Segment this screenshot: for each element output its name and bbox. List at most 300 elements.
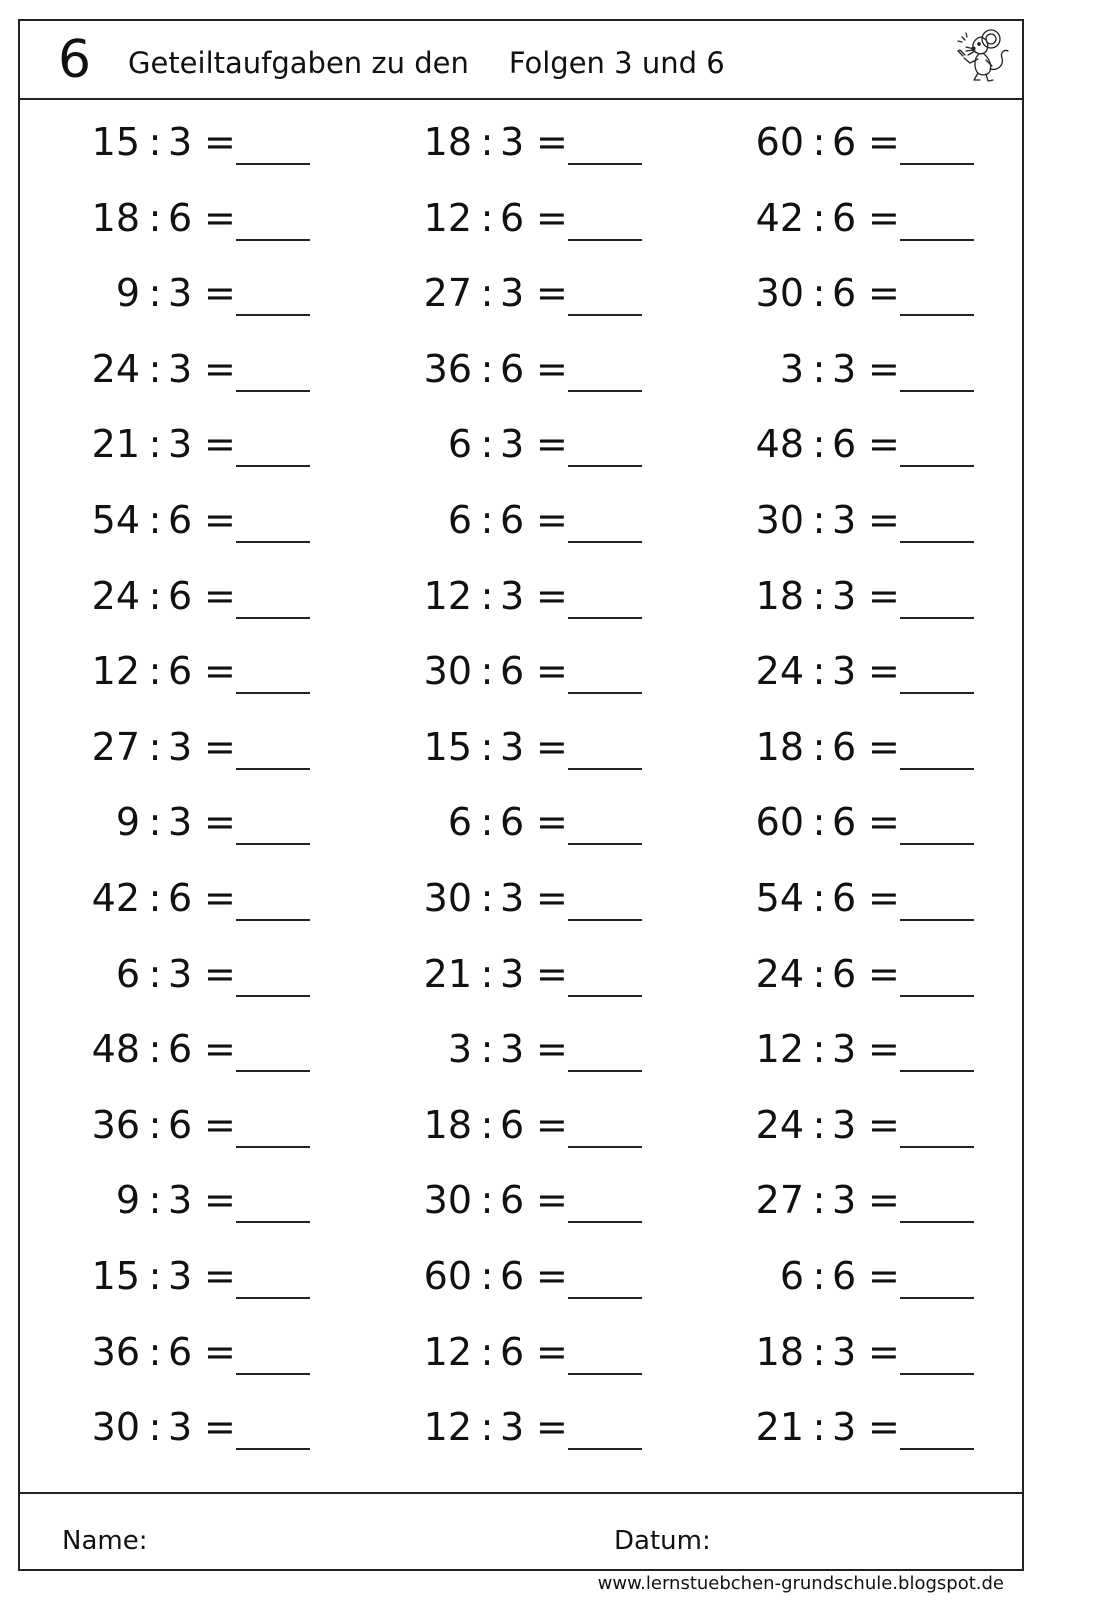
task-row xyxy=(20,1238,1022,1315)
divisor: 3 xyxy=(168,1178,193,1223)
divisor: 6 xyxy=(500,800,525,845)
dividend: 36 xyxy=(423,346,472,391)
equals-sign: = xyxy=(536,271,568,316)
division-sign: : xyxy=(812,800,826,845)
divisor: 3 xyxy=(832,649,857,694)
answer-blank[interactable] xyxy=(900,1221,974,1223)
equals-sign: = xyxy=(204,724,236,769)
dividend: 36 xyxy=(91,1329,140,1374)
dividend: 3 xyxy=(447,1027,472,1072)
answer-blank[interactable] xyxy=(236,919,310,921)
answer-blank[interactable] xyxy=(236,843,310,845)
dividend: 54 xyxy=(755,876,804,920)
answer-blank[interactable] xyxy=(900,239,974,241)
equals-sign: = xyxy=(868,1329,900,1374)
dividend: 30 xyxy=(423,649,472,694)
division-sign: : xyxy=(812,422,826,467)
dividend: 18 xyxy=(423,1102,472,1147)
answer-blank[interactable] xyxy=(236,768,310,770)
divisor: 3 xyxy=(168,422,193,467)
equals-sign: = xyxy=(868,573,900,618)
divisor: 6 xyxy=(168,498,193,542)
divisor: 6 xyxy=(832,120,857,164)
division-sign: : xyxy=(148,876,162,920)
answer-blank[interactable] xyxy=(900,1070,974,1072)
mouse-drawing-icon xyxy=(946,25,1012,89)
dividend: 3 xyxy=(779,346,804,391)
equals-sign: = xyxy=(204,951,236,996)
task-row xyxy=(20,180,1022,257)
task-row xyxy=(20,1389,1022,1466)
answer-blank[interactable] xyxy=(900,843,974,845)
dividend: 60 xyxy=(755,120,804,164)
divisor: 3 xyxy=(500,120,525,164)
division-sign: : xyxy=(480,195,494,240)
divisor: 3 xyxy=(168,724,193,769)
equals-sign: = xyxy=(868,422,900,467)
answer-blank[interactable] xyxy=(568,541,642,543)
dividend: 12 xyxy=(423,573,472,618)
division-sign: : xyxy=(480,271,494,316)
division-sign: : xyxy=(812,1254,826,1298)
answer-blank[interactable] xyxy=(236,390,310,392)
task-row xyxy=(20,1314,1022,1391)
answer-blank[interactable] xyxy=(900,692,974,694)
answer-blank[interactable] xyxy=(568,390,642,392)
division-sign: : xyxy=(480,800,494,845)
divisor: 3 xyxy=(832,1329,857,1374)
dividend: 48 xyxy=(755,422,804,467)
division-sign: : xyxy=(148,271,162,316)
dividend: 36 xyxy=(91,1102,140,1147)
equals-sign: = xyxy=(536,1329,568,1374)
answer-blank[interactable] xyxy=(900,768,974,770)
dividend: 24 xyxy=(755,951,804,996)
equals-sign: = xyxy=(204,1405,236,1450)
divisor: 3 xyxy=(832,1027,857,1072)
answer-blank[interactable] xyxy=(568,163,642,165)
answer-blank[interactable] xyxy=(236,1070,310,1072)
dividend: 24 xyxy=(755,1102,804,1147)
answer-blank[interactable] xyxy=(568,1070,642,1072)
equals-sign: = xyxy=(868,649,900,694)
division-sign: : xyxy=(148,422,162,467)
dividend: 18 xyxy=(755,724,804,769)
answer-blank[interactable] xyxy=(900,1373,974,1375)
equals-sign: = xyxy=(868,195,900,240)
dividend: 27 xyxy=(755,1178,804,1223)
divisor: 3 xyxy=(832,1405,857,1450)
answer-blank[interactable] xyxy=(568,919,642,921)
equals-sign: = xyxy=(204,422,236,467)
divisor: 6 xyxy=(168,195,193,240)
equals-sign: = xyxy=(868,1027,900,1072)
division-sign: : xyxy=(148,800,162,845)
task-row xyxy=(20,104,1022,181)
division-sign: : xyxy=(812,1405,826,1450)
equals-sign: = xyxy=(204,876,236,920)
answer-blank[interactable] xyxy=(568,1373,642,1375)
equals-sign: = xyxy=(536,1178,568,1223)
divisor: 6 xyxy=(832,724,857,769)
title-text-part2: Folgen 3 und 6 xyxy=(508,46,725,80)
answer-blank[interactable] xyxy=(236,995,310,997)
divisor: 6 xyxy=(832,1254,857,1298)
division-sign: : xyxy=(480,1405,494,1450)
task-row xyxy=(20,1087,1022,1164)
division-sign: : xyxy=(812,1178,826,1223)
task-row xyxy=(20,936,1022,1013)
divisor: 6 xyxy=(168,876,193,920)
equals-sign: = xyxy=(204,346,236,391)
division-sign: : xyxy=(812,1102,826,1147)
equals-sign: = xyxy=(536,724,568,769)
division-sign: : xyxy=(148,649,162,694)
answer-blank[interactable] xyxy=(568,314,642,316)
division-sign: : xyxy=(148,1329,162,1374)
divisor: 3 xyxy=(500,1027,525,1072)
divisor: 3 xyxy=(500,876,525,920)
equals-sign: = xyxy=(868,800,900,845)
divisor: 3 xyxy=(832,573,857,618)
divisor: 6 xyxy=(500,1178,525,1223)
dividend: 15 xyxy=(91,120,140,164)
division-sign: : xyxy=(812,271,826,316)
equals-sign: = xyxy=(868,120,900,164)
answer-blank[interactable] xyxy=(568,465,642,467)
dividend: 54 xyxy=(91,498,140,542)
dividend: 21 xyxy=(423,951,472,996)
dividend: 27 xyxy=(423,271,472,316)
division-sign: : xyxy=(480,120,494,164)
division-sign: : xyxy=(148,1102,162,1147)
division-sign: : xyxy=(148,120,162,164)
answer-blank[interactable] xyxy=(900,617,974,619)
answer-blank[interactable] xyxy=(568,1448,642,1450)
dividend: 12 xyxy=(91,649,140,694)
answer-blank[interactable] xyxy=(900,1146,974,1148)
dividend: 6 xyxy=(447,422,472,467)
divisor: 3 xyxy=(168,951,193,996)
divisor: 6 xyxy=(500,649,525,694)
dividend: 12 xyxy=(423,1405,472,1450)
answer-blank[interactable] xyxy=(900,163,974,165)
dividend: 27 xyxy=(91,724,140,769)
answer-blank[interactable] xyxy=(236,541,310,543)
dividend: 60 xyxy=(755,800,804,845)
division-sign: : xyxy=(480,951,494,996)
dividend: 60 xyxy=(423,1254,472,1298)
dividend: 6 xyxy=(779,1254,804,1298)
answer-blank[interactable] xyxy=(236,1297,310,1299)
equals-sign: = xyxy=(536,498,568,542)
answer-blank[interactable] xyxy=(568,239,642,241)
division-sign: : xyxy=(480,1329,494,1374)
task-row xyxy=(20,784,1022,861)
equals-sign: = xyxy=(536,573,568,618)
dividend: 30 xyxy=(755,498,804,542)
answer-blank[interactable] xyxy=(900,465,974,467)
dividend: 6 xyxy=(115,951,140,996)
task-row xyxy=(20,331,1022,408)
division-sign: : xyxy=(148,498,162,542)
divisor: 3 xyxy=(832,1178,857,1223)
dividend: 6 xyxy=(447,498,472,542)
answer-blank[interactable] xyxy=(900,314,974,316)
divisor: 6 xyxy=(832,876,857,920)
task-row xyxy=(20,406,1022,483)
source-url: www.lernstuebchen-grundschule.blogspot.de xyxy=(597,1573,1004,1594)
dividend: 9 xyxy=(115,271,140,316)
divisor: 6 xyxy=(168,1027,193,1072)
divisor: 3 xyxy=(168,1405,193,1450)
answer-blank[interactable] xyxy=(568,1146,642,1148)
task-row xyxy=(20,1162,1022,1239)
divisor: 3 xyxy=(168,800,193,845)
answer-blank[interactable] xyxy=(900,541,974,543)
division-sign: : xyxy=(148,1254,162,1298)
divisor: 6 xyxy=(832,195,857,240)
dividend: 6 xyxy=(447,800,472,845)
division-sign: : xyxy=(480,1102,494,1147)
equals-sign: = xyxy=(536,346,568,391)
answer-blank[interactable] xyxy=(900,995,974,997)
answer-blank[interactable] xyxy=(568,617,642,619)
equals-sign: = xyxy=(536,951,568,996)
divisor: 3 xyxy=(500,573,525,618)
dividend: 24 xyxy=(91,346,140,391)
worksheet-footer xyxy=(20,1492,1022,1569)
divisor: 3 xyxy=(500,271,525,316)
dividend: 18 xyxy=(755,1329,804,1374)
answer-blank[interactable] xyxy=(236,1221,310,1223)
equals-sign: = xyxy=(204,498,236,542)
worksheet-number: 6 xyxy=(58,30,92,90)
equals-sign: = xyxy=(868,876,900,920)
task-row xyxy=(20,709,1022,786)
divisor: 6 xyxy=(500,1329,525,1374)
division-sign: : xyxy=(812,120,826,164)
dividend: 48 xyxy=(91,1027,140,1072)
division-sign: : xyxy=(812,876,826,920)
equals-sign: = xyxy=(204,1027,236,1072)
division-sign: : xyxy=(480,1178,494,1223)
divisor: 3 xyxy=(832,346,857,391)
division-sign: : xyxy=(148,573,162,618)
equals-sign: = xyxy=(868,498,900,542)
dividend: 18 xyxy=(755,573,804,618)
division-sign: : xyxy=(480,649,494,694)
name-label: Name: xyxy=(62,1526,148,1556)
division-sign: : xyxy=(812,1027,826,1072)
task-row xyxy=(20,1011,1022,1088)
divisor: 6 xyxy=(168,1102,193,1147)
division-sign: : xyxy=(812,649,826,694)
divisor: 3 xyxy=(832,498,857,542)
equals-sign: = xyxy=(204,271,236,316)
answer-blank[interactable] xyxy=(236,314,310,316)
divisor: 6 xyxy=(500,1254,525,1298)
dividend: 30 xyxy=(423,876,472,920)
divisor: 6 xyxy=(168,649,193,694)
answer-blank[interactable] xyxy=(236,1146,310,1148)
divisor: 6 xyxy=(168,573,193,618)
division-sign: : xyxy=(812,951,826,996)
equals-sign: = xyxy=(536,1254,568,1298)
divisor: 3 xyxy=(500,724,525,769)
answer-blank[interactable] xyxy=(900,919,974,921)
answer-blank[interactable] xyxy=(236,1373,310,1375)
equals-sign: = xyxy=(868,951,900,996)
division-sign: : xyxy=(148,951,162,996)
dividend: 9 xyxy=(115,1178,140,1223)
equals-sign: = xyxy=(204,649,236,694)
task-row xyxy=(20,482,1022,559)
answer-blank[interactable] xyxy=(236,239,310,241)
divisor: 3 xyxy=(832,1102,857,1147)
division-sign: : xyxy=(148,1178,162,1223)
answer-blank[interactable] xyxy=(236,1448,310,1450)
answer-blank[interactable] xyxy=(568,768,642,770)
equals-sign: = xyxy=(868,271,900,316)
dividend: 30 xyxy=(755,271,804,316)
answer-blank[interactable] xyxy=(236,692,310,694)
equals-sign: = xyxy=(868,1178,900,1223)
division-sign: : xyxy=(148,1027,162,1072)
dividend: 21 xyxy=(91,422,140,467)
division-sign: : xyxy=(480,724,494,769)
answer-blank[interactable] xyxy=(568,843,642,845)
equals-sign: = xyxy=(204,1254,236,1298)
division-sign: : xyxy=(480,573,494,618)
division-sign: : xyxy=(480,876,494,920)
equals-sign: = xyxy=(536,1102,568,1147)
divisor: 3 xyxy=(500,1405,525,1450)
answer-blank[interactable] xyxy=(236,163,310,165)
task-grid xyxy=(20,100,1022,1516)
division-sign: : xyxy=(480,1254,494,1298)
answer-blank[interactable] xyxy=(568,995,642,997)
equals-sign: = xyxy=(204,1178,236,1223)
division-sign: : xyxy=(148,724,162,769)
equals-sign: = xyxy=(204,573,236,618)
divisor: 6 xyxy=(832,271,857,316)
answer-blank[interactable] xyxy=(900,1448,974,1450)
equals-sign: = xyxy=(868,346,900,391)
dividend: 18 xyxy=(91,195,140,240)
divisor: 3 xyxy=(168,346,193,391)
worksheet xyxy=(18,19,1024,1571)
answer-blank[interactable] xyxy=(900,1297,974,1299)
divisor: 3 xyxy=(168,120,193,164)
equals-sign: = xyxy=(536,876,568,920)
divisor: 6 xyxy=(832,951,857,996)
divisor: 6 xyxy=(500,1102,525,1147)
answer-blank[interactable] xyxy=(236,617,310,619)
dividend: 42 xyxy=(755,195,804,240)
equals-sign: = xyxy=(204,800,236,845)
answer-blank[interactable] xyxy=(236,465,310,467)
dividend: 15 xyxy=(91,1254,140,1298)
dividend: 42 xyxy=(91,876,140,920)
divisor: 6 xyxy=(832,422,857,467)
equals-sign: = xyxy=(868,1102,900,1147)
dividend: 30 xyxy=(91,1405,140,1450)
equals-sign: = xyxy=(868,1254,900,1298)
task-row xyxy=(20,860,1022,937)
answer-blank[interactable] xyxy=(568,1221,642,1223)
dividend: 9 xyxy=(115,800,140,845)
division-sign: : xyxy=(480,498,494,542)
task-row xyxy=(20,633,1022,710)
division-sign: : xyxy=(480,422,494,467)
dividend: 12 xyxy=(423,195,472,240)
equals-sign: = xyxy=(204,120,236,164)
answer-blank[interactable] xyxy=(568,692,642,694)
equals-sign: = xyxy=(536,1405,568,1450)
equals-sign: = xyxy=(536,649,568,694)
division-sign: : xyxy=(148,346,162,391)
division-sign: : xyxy=(812,498,826,542)
division-sign: : xyxy=(148,1405,162,1450)
title-text-part1: Geteiltaufgaben zu den xyxy=(128,46,469,80)
division-sign: : xyxy=(812,195,826,240)
division-sign: : xyxy=(148,195,162,240)
dividend: 18 xyxy=(423,120,472,164)
task-row xyxy=(20,255,1022,332)
divisor: 3 xyxy=(500,951,525,996)
equals-sign: = xyxy=(536,800,568,845)
divisor: 6 xyxy=(832,800,857,845)
worksheet-title xyxy=(128,43,725,83)
equals-sign: = xyxy=(536,1027,568,1072)
divisor: 3 xyxy=(500,422,525,467)
dividend: 12 xyxy=(755,1027,804,1072)
division-sign: : xyxy=(812,1329,826,1374)
dividend: 15 xyxy=(423,724,472,769)
equals-sign: = xyxy=(204,195,236,240)
divisor: 6 xyxy=(500,346,525,391)
dividend: 12 xyxy=(423,1329,472,1374)
equals-sign: = xyxy=(536,120,568,164)
division-sign: : xyxy=(480,346,494,391)
equals-sign: = xyxy=(204,1329,236,1374)
divisor: 3 xyxy=(168,1254,193,1298)
divisor: 6 xyxy=(500,195,525,240)
dividend: 24 xyxy=(91,573,140,618)
dividend: 21 xyxy=(755,1405,804,1450)
divisor: 6 xyxy=(500,498,525,542)
worksheet-header xyxy=(20,21,1022,100)
equals-sign: = xyxy=(536,422,568,467)
dividend: 24 xyxy=(755,649,804,694)
divisor: 6 xyxy=(168,1329,193,1374)
division-sign: : xyxy=(480,1027,494,1072)
equals-sign: = xyxy=(868,724,900,769)
divisor: 3 xyxy=(168,271,193,316)
answer-blank[interactable] xyxy=(900,390,974,392)
equals-sign: = xyxy=(204,1102,236,1147)
division-sign: : xyxy=(812,573,826,618)
division-sign: : xyxy=(812,346,826,391)
equals-sign: = xyxy=(868,1405,900,1450)
task-row xyxy=(20,558,1022,635)
equals-sign: = xyxy=(536,195,568,240)
date-label: Datum: xyxy=(614,1526,711,1556)
answer-blank[interactable] xyxy=(568,1297,642,1299)
division-sign: : xyxy=(812,724,826,769)
dividend: 30 xyxy=(423,1178,472,1223)
